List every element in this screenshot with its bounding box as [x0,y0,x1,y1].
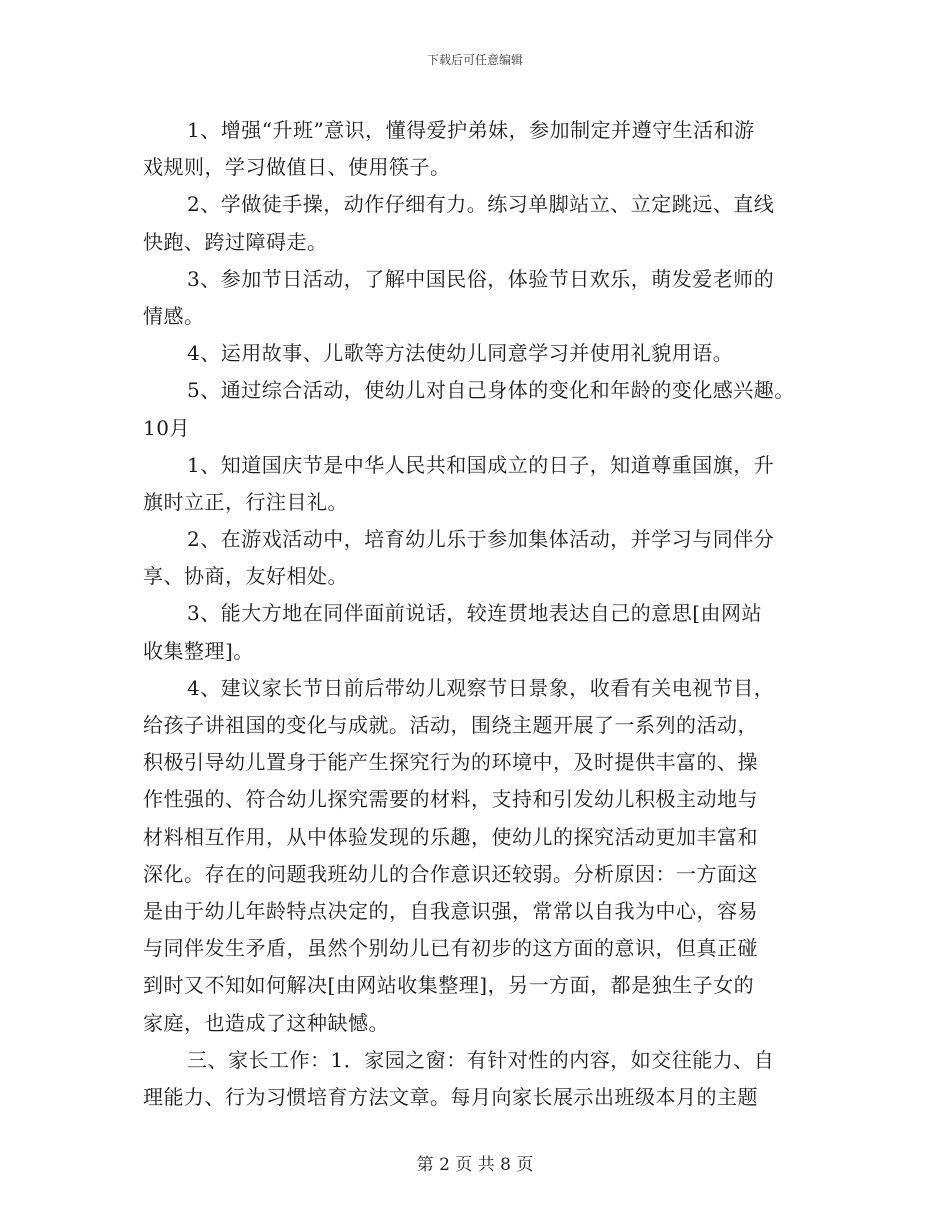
text-line: 到时又不知如何解决[由网站收集整理]，另一方面，都是独生子女的 [143,973,755,998]
text-line: 3、参加节日活动，了解中国民俗，体验节日欢乐，萌发爱老师的 [187,266,775,291]
text-line: 理能力、行为习惯培育方法文章。每月向家长展示出班级本月的主题 [143,1084,758,1109]
text-line: 深化。存在的问题我班幼儿的合作意识还较弱。分析原因：一方面这 [143,861,758,886]
text-line: 快跑、跨过障碍走。 [143,229,328,254]
text-line: 家庭，也造成了这种缺憾。 [143,1010,389,1035]
text-line: 积极引导幼儿置身于能产生探究行为的环境中，及时提供丰富的、操 [143,750,758,775]
text-line: 戏规则，学习做值日、使用筷子。 [143,155,451,180]
text-line: 给孩子讲祖国的变化与成就。活动，围绕主题开展了一系列的活动， [143,713,758,737]
text-line: 三、家长工作：1．家园之窗：有针对性的内容，如交往能力、自 [187,1047,775,1072]
text-line: 3、能大方地在同伴面前说话，较连贯地表达自己的意思[由网站 [187,601,763,626]
text-line: 4、建议家长节日前后带幼儿观察节日景象，收看有关电视节目， [187,675,775,700]
text-line: 2、学做徒手操，动作仔细有力。练习单脚站立、立定跳远、直线 [187,192,775,217]
text-line: 4、运用故事、儿歌等方法使幼儿同意学习并使用礼貌用语。 [187,341,734,366]
text-line: 是由于幼儿年龄特点决定的，自我意识强，常常以自我为中心，容易 [143,898,758,923]
text-line: 1、增强“升班”意识，懂得爱护弟妹，参加制定并遵守生活和游 [187,118,755,142]
text-line: 1、知道国庆节是中华人民共和国成立的日子，知道尊重国旗，升 [187,452,775,477]
text-line: 作性强的、符合幼儿探究需要的材料，支持和引发幼儿积极主动地与 [143,787,758,812]
page-footer [0,1154,950,1176]
text-line: 2、在游戏活动中，培育幼儿乐于参加集体活动，并学习与同伴分 [187,527,775,552]
page-header [0,52,950,68]
text-line: 旗时立正，行注目礼。 [143,489,348,514]
text-line: 材料相互作用，从中体验发现的乐趣，使幼儿的探究活动更加丰富和 [143,824,758,849]
text-line: 10月 [143,415,190,440]
text-line: 5、通过综合活动，使幼儿对自己身体的变化和年龄的变化感兴趣。 [187,378,795,403]
document-body [143,112,823,1116]
text-line: 与同伴发生矛盾，虽然个别幼儿已有初步的这方面的意识，但真正碰 [143,936,758,961]
header-text: 下载后可任意编辑 [426,53,523,67]
page-number: 第 2 页 共 8 页 [416,1155,534,1175]
text-line: 情感。 [143,303,205,328]
text-line: 享、协商，友好相处。 [143,564,348,589]
text-line: 收集整理]。 [143,638,254,663]
